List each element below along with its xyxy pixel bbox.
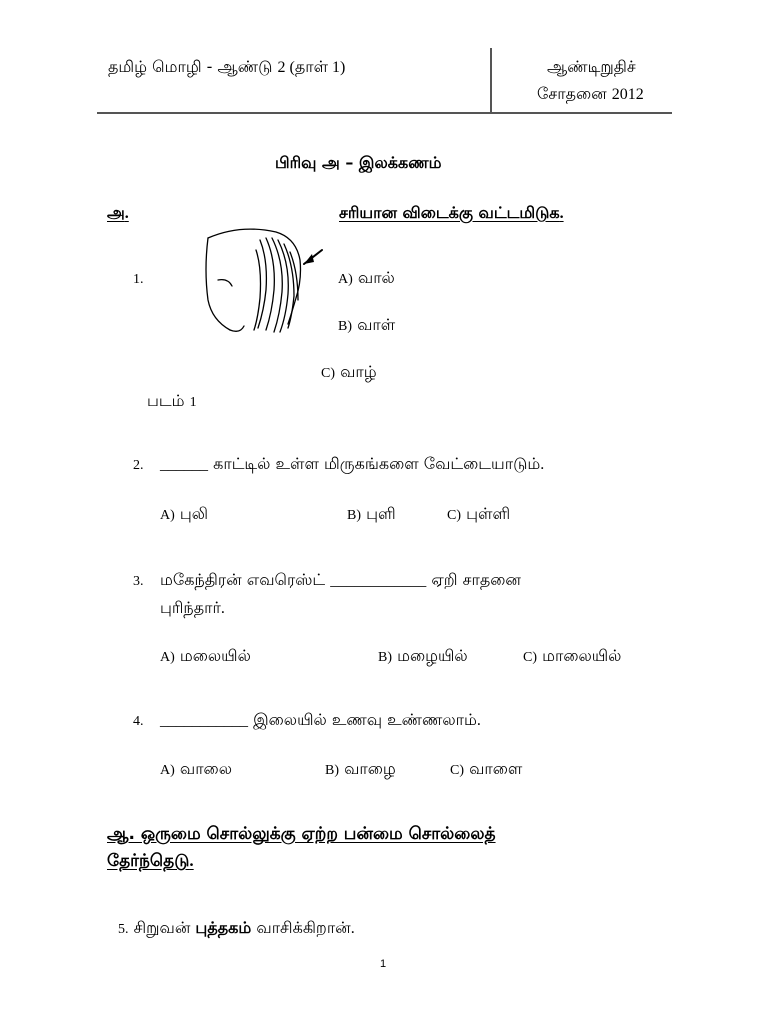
question-3-number: 3. [133, 574, 144, 589]
header-exam-line2: சோதனை 2012 [537, 84, 644, 103]
question-3-text: மகேந்திரன் எவரெஸ்ட் ____________ ஏறி சாதனை [160, 570, 521, 589]
question-2-option-b[interactable]: B) புளி [347, 504, 396, 523]
part-a-marker: அ. [107, 203, 129, 222]
question-4-option-c[interactable]: C) வாளை [450, 759, 523, 778]
header-divider-vertical [490, 48, 492, 114]
arrow-icon [304, 254, 314, 264]
question-1-option-c[interactable]: C) வாழ் [321, 362, 377, 381]
page-number: 1 [380, 958, 387, 970]
question-4-option-b[interactable]: B) வாழை [325, 759, 396, 778]
question-3-option-b[interactable]: B) மழையில் [378, 646, 468, 665]
question-2-option-c[interactable]: C) புள்ளி [447, 504, 511, 523]
part-a-instruction: சரியான விடைக்கு வட்டமிடுக. [339, 203, 564, 222]
question-5-bold-word: புத்தகம் [195, 918, 252, 937]
question-4-number: 4. [133, 714, 144, 729]
part-b-instruction-line1: ஆ. ஒருமை சொல்லுக்கு ஏற்ற பன்மை சொல்லைத் [107, 824, 496, 844]
header-subject-number: 2 (தாள் 1) [277, 59, 346, 76]
question-5: 5. சிறுவன் புத்தகம் வாசிக்கிறான். [118, 918, 355, 937]
part-b-instruction-line2: தேர்ந்தெடு. [107, 851, 194, 871]
question-3-option-c[interactable]: C) மாலையில் [523, 646, 622, 665]
question-3-text-line2: புரிந்தார். [160, 598, 225, 617]
question-3-option-a[interactable]: A) மலையில் [160, 646, 251, 665]
question-2-text: ______ காட்டில் உள்ள மிருகங்களை வேட்டையாடும். [160, 454, 545, 473]
header-exam-year: 2012 [611, 86, 644, 103]
question-1-caption: படம் 1 [147, 391, 197, 410]
question-4-option-a[interactable]: A) வாலை [160, 759, 232, 778]
question-2-option-a[interactable]: A) புலி [160, 504, 209, 523]
hair-illustration [200, 220, 335, 340]
section-title: பிரிவு அ – இலக்கணம் [275, 153, 442, 172]
header-exam-line1: ஆண்டிறுதிச் [547, 57, 636, 76]
question-1-number: 1. [133, 272, 144, 287]
header-divider-horizontal [97, 112, 672, 114]
question-4-text: ___________ இலையில் உணவு உண்ணலாம். [160, 710, 481, 729]
header-subject: தமிழ் மொழி - ஆண்டு 2 (தாள் 1) [108, 57, 346, 76]
question-2-number: 2. [133, 458, 144, 473]
question-1-option-b[interactable]: B) வாள் [338, 315, 396, 334]
question-1-option-a[interactable]: A) வால் [338, 268, 395, 287]
